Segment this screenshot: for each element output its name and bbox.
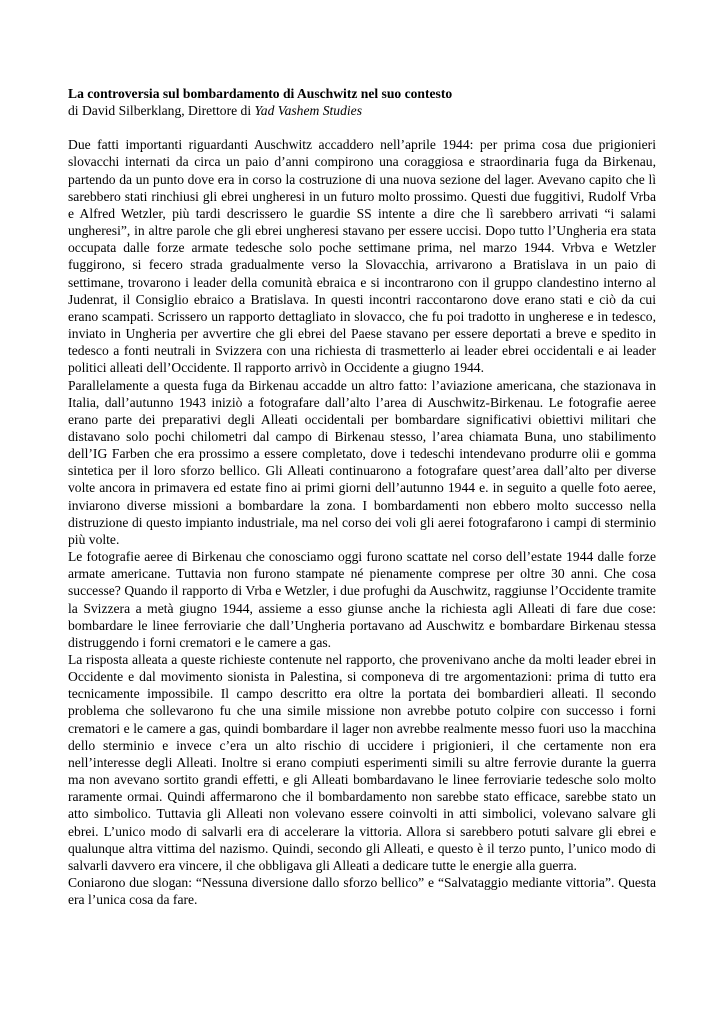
document-page	[68, 85, 656, 908]
byline-journal: Yad Vashem Studies	[254, 103, 363, 119]
byline-author: di David Silberklang, Direttore di	[68, 103, 255, 119]
paragraph-photos-birkenau: Le fotografie aeree di Birkenau che conosciamo oggi furono scattate nel corso dell’estate 1944 dalle forze armate americane. Tuttavia non furono stampate né pienamente comprese per oltre 30 anni. Che cosa successe? Quando il rapporto di Vrba e Wetzler, i due profughi da Auschwitz, raggiunse l’Occidente tramite la Svizzera a metà giugno 1944, assieme a esso giunse anche la richiesta agli Alleati di fare due cose: bombardare le linee ferroviarie che dall’Ungheria portavano ad Auschwitz e bombardare Birkenau stessa distruggendo i forni crematori e le camere a gas.	[68, 549, 656, 650]
paragraph-escape: Due fatti importanti riguardanti Auschwitz accaddero nell’aprile 1944: per prima cosa due prigionieri slovacchi internati da circa un paio d’anni compirono una coraggiosa e straordinaria fuga da Birkenau, partendo da un punto dove era in corso la costruzione di una nuova sezione del lager. Avevano capito che lì sarebbero stati rinchiusi gli ebrei ungheresi in un futuro molto prossimo. Questi due fuggitivi, Rudolf Vrba e Alfred Wetzler, più tardi descrissero le guardie SS intente a dire che lì sarebbero arrivati “i salami ungheresi”, in altre parole che gli ebrei ungheresi stavano per essere uccisi. Dopo tutto l’Ungheria era stata occupata dalle forze armate tedesche solo poche settimane prima, nel marzo 1944. Vrbva e Wetzler fuggirono, si fecero strada gradualmente verso la Slovacchia, arrivarono a Bratislava in un paio di settimane, trovarono i leader della comunità ebraica e si incontrarono con il gruppo clandestino interno al Judenrat, il Consiglio ebraico a Bratislava. In questi incontri raccontarono dove erano stati e ciò da cui erano scampati. Scrissero un rapporto dettagliato in slovacco, che fu poi tradotto in ungherese e in tedesco, inviato in Ungheria per avvertire che gli ebrei del Paese stavano per essere deportati a breve e spedito in tedesco a fonti neutrali in Svizzera con una richiesta di trasmetterlo ai leader ebrei occidentali e ai leader politici alleati dell’Occidente. Il rapporto arrivò in Occidente a giugno 1944.	[68, 137, 656, 376]
paragraph-slogans: Coniarono due slogan: “Nessuna diversione dallo sforzo bellico” e “Salvataggio mediante vittoria”. Questa era l’unica cosa da fare.	[68, 875, 656, 908]
paragraph-allied-response: La risposta alleata a queste richieste contenute nel rapporto, che provenivano anche da molti leader ebrei in Occidente e dal movimento sionista in Palestina, si componeva di tre argomentazioni: prima di tutto era tecnicamente impossibile. Il campo descritto era oltre la portata dei bombardieri alleati. Il secondo problema che sollevarono fu che una simile missione non avrebbe potuto colpire con successo i forni crematori e le camere a gas, quindi bombardare il lager non avrebbe realmente messo fuori uso la macchina dello sterminio e invece c’era un alto rischio di uccidere i prigionieri, il che certamente non era nell’interesse degli Alleati. Inoltre si erano compiuti esperimenti simili su altre ferrovie durante la guerra ma non avevano sortito grandi effetti, e gli Alleati bombardavano le linee ferroviarie tedesche solo molto raramente ormai. Quindi affermarono che il bombardamento non sarebbe stato efficace, sarebbe stato un atto simbolico. Tuttavia gli Alleati non volevano essere coinvolti in atti simbolici, volevano salvare gli ebrei. L’unico modo di salvarli era di accelerare la vittoria. Allora si sarebbero potuti salvare gli ebrei e qualunque altra vittima del nazismo. Quindi, secondo gli Alleati, e questo è il terzo punto, l’unico modo di salvarli davvero era vincere, il che obbligava gli Alleati a dedicare tutte le energie alla guerra.	[68, 652, 656, 873]
paragraph-aerial-photos: Parallelamente a questa fuga da Birkenau accadde un altro fatto: l’aviazione americana, che stazionava in Italia, dall’autunno 1943 iniziò a fotografare dall’alto l’area di Auschwitz-Birkenau. Le fotografie aeree erano parte dei preparativi degli Alleati occidentali per bombardare significativi obiettivi militari che distavano solo pochi chilometri dal campo di Birkenau stesso, l’area chiamata Buna, uno stabilimento dell’IG Farben che era prossimo a essere completato, dove i tedeschi intendevano produrre olii e gomma sintetica per il loro sforzo bellico. Gli Alleati continuarono a fotografare quest’area dall’alto per diverse volte ancora in primavera ed estate fino ai primi giorni dell’autunno 1944 e. in seguito a quelle foto aeree, inviarono diverse missioni a bombardare la zona. I bombardamenti non ebbero molto successo nella distruzione di questo impianto industriale, ma nel corso dei voli gli aerei fotografarono i campi di sterminio più volte.	[68, 377, 656, 547]
byline	[68, 102, 656, 119]
document-title: La controversia sul bombardamento di Auschwitz nel suo contesto	[68, 86, 453, 101]
